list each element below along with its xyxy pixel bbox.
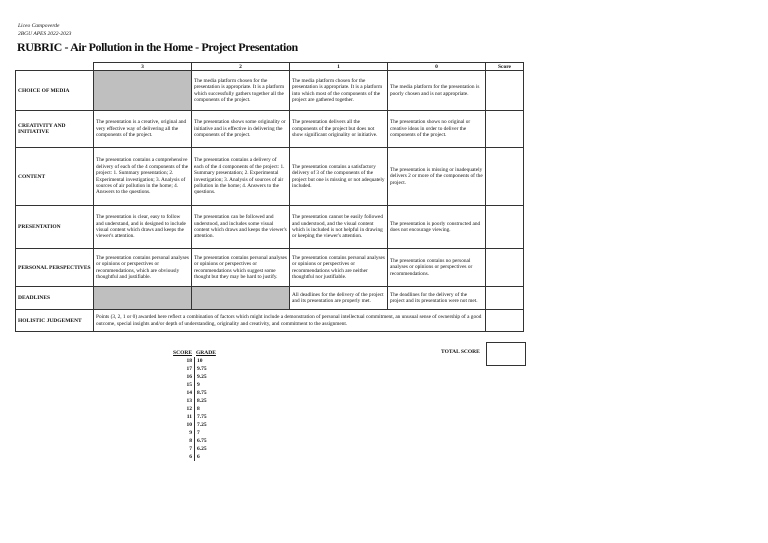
score-grade-row	[160, 445, 216, 453]
level-0-descriptor: The presentation shows no original or creative ideas in order to deliver the components of the project.	[388, 111, 486, 148]
grade-value: 7.75	[197, 414, 207, 420]
level-1-descriptor: All deadlines for the delivery of the project and its presentation are properly met.	[290, 287, 388, 310]
grade-value: 7.25	[197, 422, 207, 428]
level-3-descriptor: The presentation is clear, easy to follow and understand, and is designed to include visual content which draws and keeps the viewer's attention.	[94, 206, 192, 249]
grade-value: 8.25	[197, 398, 207, 404]
grade-value: 6.25	[197, 446, 207, 452]
holistic-row	[16, 310, 524, 332]
grade-column-header: GRADE	[196, 350, 216, 356]
grade-value: 9	[197, 382, 200, 388]
total-score-label: TOTAL SCORE	[441, 349, 480, 355]
score-cell[interactable]	[486, 71, 524, 111]
score-grade-row	[160, 373, 216, 381]
column-header-row	[16, 63, 524, 71]
rubric-table	[15, 62, 524, 332]
grade-value: 9.25	[197, 374, 207, 380]
criterion-row	[16, 206, 524, 249]
score-cell[interactable]	[486, 249, 524, 287]
criterion-name: HOLISTIC JUDGEMENT	[16, 310, 94, 332]
level-3-descriptor: The presentation contains a comprehensive delivery of each of the 4 components of the project: 1. Summary presentation; 2. Experimental investigation; 3. Analysis of sources of air pollution in the home; 4. Answers to the questions.	[94, 148, 192, 206]
grade-value: 7	[197, 430, 200, 436]
level-0-descriptor: The deadlines for the delivery of the project and its presentation were not met.	[388, 287, 486, 310]
level-0-header: 0	[388, 63, 486, 71]
score-grade-row	[160, 405, 216, 413]
score-cell[interactable]	[486, 206, 524, 249]
score-grade-row	[160, 421, 216, 429]
score-value: 14	[160, 389, 195, 397]
level-3-cell-empty	[94, 71, 192, 111]
score-cell[interactable]	[486, 148, 524, 206]
score-value: 8	[160, 437, 195, 445]
level-0-descriptor: The presentation contains no personal analyses or opinions or perspectives or recommendations.	[388, 249, 486, 287]
criterion-row	[16, 148, 524, 206]
level-3-descriptor: The presentation contains personal analyses or opinions or perspectives or recommendations, which are obviously thoughtful and justifiable.	[94, 249, 192, 287]
criterion-name: CONTENT	[16, 148, 94, 206]
score-grade-row	[160, 413, 216, 421]
score-cell[interactable]	[486, 310, 524, 332]
level-2-descriptor: The presentation contains a delivery of each of the 4 components of the project: 1. Summary presentation; 2. Experimental investigation; 3. Analysis of sources of air pollution in the home; 4. Answers to the questions.	[192, 148, 290, 206]
score-grade-row	[160, 437, 216, 445]
score-cell[interactable]	[486, 111, 524, 148]
level-0-descriptor: The presentation is poorly constructed and does not encourage viewing.	[388, 206, 486, 249]
criterion-row	[16, 287, 524, 310]
holistic-descriptor: Points (3, 2, 1 or 0) awarded here reflect a combination of factors which might include a demonstration of personal intellectual commitment, an unusual sense of ownership of a good outcome, special insights and/or depth of understanding, originality and creativity, and commitment to the assignment.	[94, 310, 486, 332]
level-3-descriptor: The presentation is a creative, original and very effective way of delivering all the components of the project.	[94, 111, 192, 148]
blank-header-cell	[16, 63, 94, 71]
level-2-descriptor: The presentation shows some originality or initiative and is effective in delivering the components of the project.	[192, 111, 290, 148]
level-1-descriptor: The media platform chosen for the presentation is appropriate. It is a platform into which most of the components of the project are gathered together.	[290, 71, 388, 111]
score-grade-row	[160, 397, 216, 405]
score-value: 18	[160, 357, 195, 365]
score-grade-row	[160, 453, 216, 461]
level-2-cell-empty	[192, 287, 290, 310]
criterion-name: PERSONAL PERSPECTIVES	[16, 249, 94, 287]
score-value: 15	[160, 381, 195, 389]
level-2-descriptor: The presentation can be followed and understood, and includes some visual content which draws and keeps the viewer's attention.	[192, 206, 290, 249]
grade-value: 6	[197, 454, 200, 460]
level-1-descriptor: The presentation contains personal analyses or opinions or perspectives or recommendations which are neither thoughtful nor justifiable.	[290, 249, 388, 287]
grade-value: 8	[197, 406, 200, 412]
score-value: 16	[160, 373, 195, 381]
score-column-header: SCORE	[173, 350, 192, 356]
score-value: 12	[160, 405, 195, 413]
score-grade-row	[160, 389, 216, 397]
criterion-row	[16, 71, 524, 111]
level-1-descriptor: The presentation cannot be easily followed and understood, and the visual content which is included is not helpful in drawing or keeping the viewer's attention.	[290, 206, 388, 249]
level-1-header: 1	[290, 63, 388, 71]
total-score-cell[interactable]	[486, 342, 526, 366]
criterion-name: DEADLINES	[16, 287, 94, 310]
score-grade-row	[160, 365, 216, 373]
score-grade-row	[160, 429, 216, 437]
grade-value: 8.75	[197, 390, 207, 396]
score-header: Score	[486, 63, 524, 71]
score-grade-row	[160, 357, 216, 365]
score-cell[interactable]	[486, 287, 524, 310]
level-2-descriptor: The media platform chosen for the presentation is appropriate. It is a platform which successfully gathers together all the components of the project.	[192, 71, 290, 111]
score-value: 10	[160, 421, 195, 429]
level-1-descriptor: The presentation delivers all the components of the project but does not show significant originality or initiative.	[290, 111, 388, 148]
score-grade-row	[160, 381, 216, 389]
criterion-name: PRESENTATION	[16, 206, 94, 249]
score-grade-header	[160, 349, 216, 357]
level-3-cell-empty	[94, 287, 192, 310]
level-0-descriptor: The presentation is missing or inadequately delivers 2 or more of the components of the project.	[388, 148, 486, 206]
criterion-name: CREATIVITY AND INITIATIVE	[16, 111, 94, 148]
grade-value: 9.75	[197, 366, 207, 372]
score-value: 13	[160, 397, 195, 405]
level-1-descriptor: The presentation contains a satisfactory delivery of 3 of the components of the project but one is missing or not adequately included.	[290, 148, 388, 206]
level-2-header: 2	[192, 63, 290, 71]
score-value: 9	[160, 429, 195, 437]
page-title: RUBRIC - Air Pollution in the Home - Project Presentation	[17, 40, 298, 54]
grade-value: 10	[197, 358, 203, 364]
school-name: Liceo Campoverde	[18, 23, 60, 29]
course-info: 2BGU APES 2022-2023	[18, 31, 72, 37]
level-2-descriptor: The presentation contains personal analyses or opinions or perspectives or recommendations which suggest some thought but they may be hard to justify.	[192, 249, 290, 287]
score-value: 7	[160, 445, 195, 453]
grade-value: 6.75	[197, 438, 207, 444]
criterion-row	[16, 249, 524, 287]
criterion-row	[16, 111, 524, 148]
score-grade-table	[160, 349, 216, 461]
score-value: 6	[160, 453, 195, 461]
level-0-descriptor: The media platform for the presentation is poorly chosen and is not appropriate.	[388, 71, 486, 111]
criterion-name: CHOICE OF MEDIA	[16, 71, 94, 111]
score-value: 17	[160, 365, 195, 373]
level-3-header: 3	[94, 63, 192, 71]
score-value: 11	[160, 413, 195, 421]
